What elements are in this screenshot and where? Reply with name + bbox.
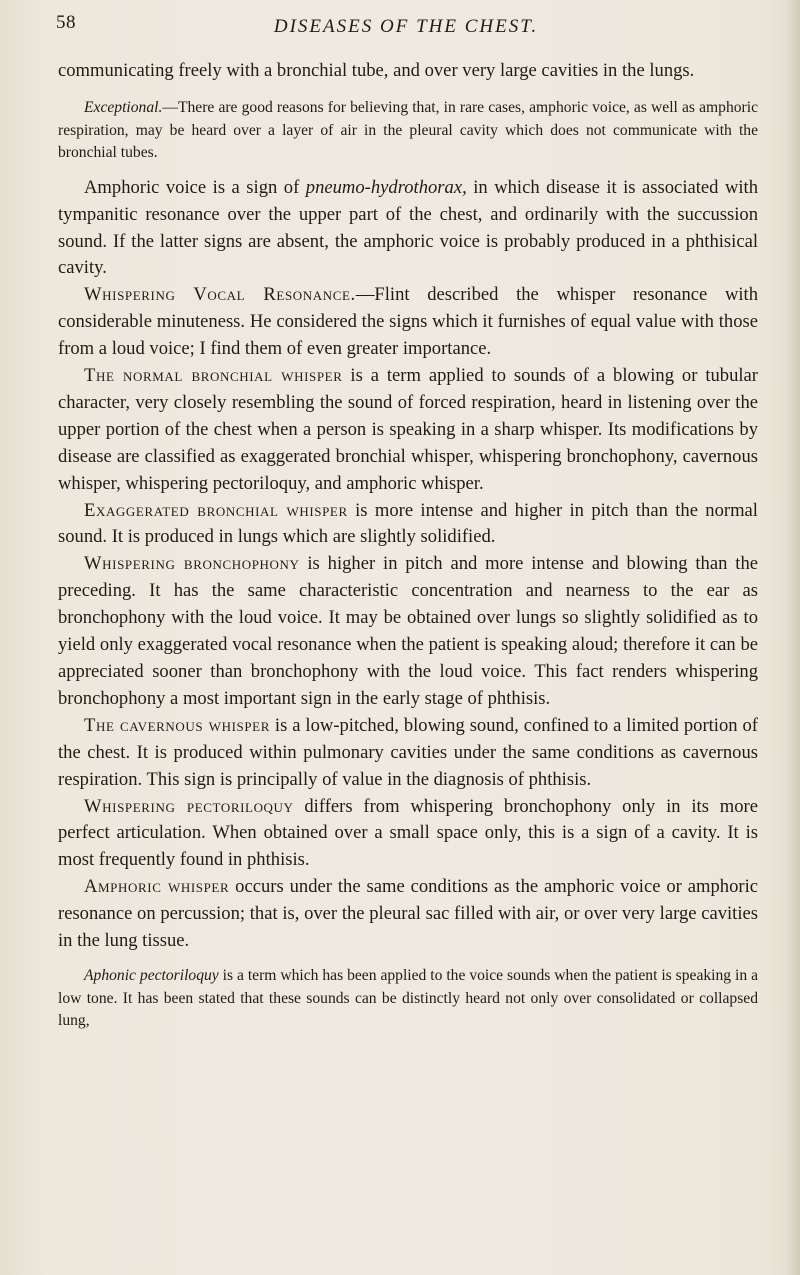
paragraph-amphoric-whisper	[58, 874, 758, 955]
paragraph-whispering-pectoriloquy	[58, 794, 758, 875]
paragraph-term: pneumo-hydrothorax,	[305, 176, 467, 198]
paragraph-text: differs from whispering bronchophony only in its more perfect articulation. When obtained over a small space only, this is a sign of a cavity. It is most frequently found in phthisis.	[58, 795, 758, 871]
paragraph-text: —There are good reasons for believing that, in rare cases, amphoric voice, as well as amphoric respiration, may be heard over a layer of air in the pleural cavity which does not communicate with the bronchial tubes.	[58, 98, 758, 162]
paragraph-exceptional	[58, 97, 758, 165]
term-heading: Whispering bronchophony	[84, 553, 300, 575]
term-heading: Exaggerated bronchial whisper	[84, 499, 348, 521]
page-header	[56, 12, 756, 38]
paragraph-text: is more intense and higher in pitch than the normal sound. It is produced in lungs which are slightly solidified.	[58, 499, 758, 548]
term-heading: Whispering pectoriloquy	[84, 795, 294, 817]
paragraph-normal-bronchial-whisper	[58, 363, 758, 498]
page-body	[58, 58, 758, 1033]
paragraph-text: is a term which has been applied to the voice sounds when the patient is speaking in a low tone. It has been stated that these sounds can be distinctly heard not only over consolidated or collapsed lung,	[58, 966, 758, 1030]
paragraph-text: Amphoric voice is a sign of	[84, 176, 306, 198]
paragraph-text: is higher in pitch and more intense and blowing than the preceding. It has the same characteristic concentration and nearness to the ear as bronchophony with the loud voice. It may be obtained over lungs so slightly solidified as to yield only exaggerated vocal resonance when the patient is speaking aloud; therefore it can be appreciated sooner than bronchophony with the loud voice. This fact renders whispering bronchophony a most important sign in the early stage of phthisis.	[58, 553, 758, 709]
paragraph-text: occurs under the same conditions as the amphoric voice or amphoric resonance on percussion; that is, over the pleural sac filled with air, or over very large cavities in the lung tissue.	[58, 876, 758, 952]
term-heading: The cavernous whisper	[84, 714, 270, 736]
paragraph-cavernous-whisper	[58, 713, 758, 794]
paragraph-continuation	[58, 58, 758, 85]
paragraph-text: communicating freely with a bronchial tube, and over very large cavities in the lungs.	[58, 60, 695, 81]
paragraph-whispering-bronchophony	[58, 551, 758, 712]
paragraph-lead: Aphonic pectoriloquy	[84, 966, 219, 984]
paragraph-whispering-vocal-resonance	[58, 282, 758, 363]
paragraph-lead: Exceptional.	[84, 98, 163, 116]
paragraph-exaggerated-bronchial-whisper	[58, 498, 758, 552]
paragraph-text: —Flint described the whisper resonance with considerable minuteness. He considered the signs which it furnishes of equal value with those from a loud voice; I find them of even greater importance.	[58, 284, 758, 360]
section-heading: Whispering Vocal Resonance.	[84, 284, 356, 306]
paragraph-aphonic-pectoriloquy	[58, 965, 758, 1033]
paragraph-text: is a term applied to sounds of a blowing or tubular character, very closely resembling the sound of forced respiration, heard in listening over the upper portion of the chest when a person is speaking in a sharp whisper. Its modifications by disease are classified as exaggerated bronchial whisper, whispering bronchophony, cavernous whisper, whispering pectoriloquy, and amphoric whisper.	[58, 365, 758, 494]
paragraph-amphoric-voice	[58, 175, 758, 283]
page-edge-shadow	[786, 0, 800, 1275]
paragraph-text: is a low-pitched, blowing sound, confined to a limited portion of the chest. It is produced within pulmonary cavities under the same conditions as cavernous respiration. This sign is principally of value in the diagnosis of phthisis.	[58, 714, 758, 790]
term-heading: The normal bronchial whisper	[84, 365, 343, 387]
paragraph-text: in which disease it is associated with tympanitic resonance over the upper part of the chest, and ordinarily with the succussion sound. If the latter signs are absent, the amphoric voice is probably produced in a phthisical cavity.	[58, 176, 759, 279]
term-heading: Amphoric whisper	[84, 876, 230, 898]
page-number: 58	[56, 12, 76, 33]
running-head: DISEASES OF THE CHEST.	[273, 16, 539, 37]
